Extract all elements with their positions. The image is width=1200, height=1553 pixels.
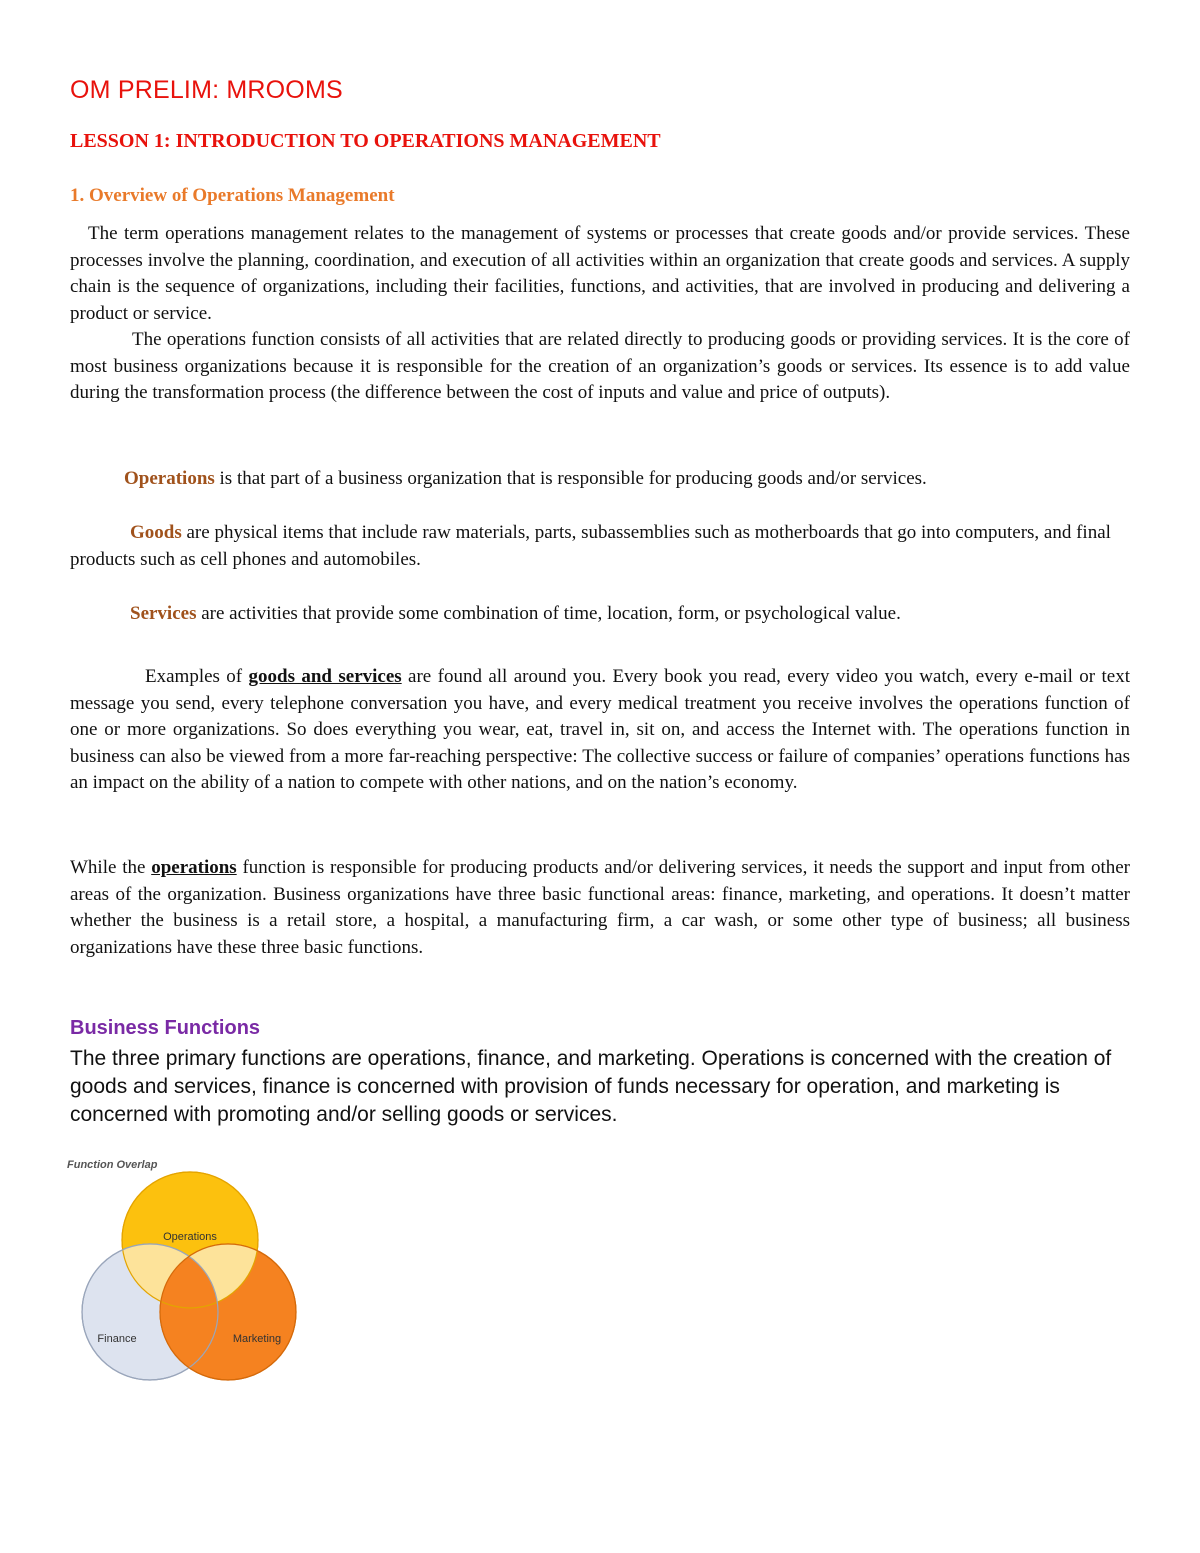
definition-goods [70, 520, 1130, 573]
support-paragraph [70, 855, 1130, 961]
business-functions-text: The three primary functions are operations, finance, and marketing. Operations is concerned with the creation of goods and services, finance is concerned with provision of funds necessary for operation, and marketing is concerned with promoting and/or selling goods or services. [70, 1047, 1112, 1126]
examples-rest: are found all around you. Every book you read, every video you watch, every e-mail or text message you send, every telephone conversation you have, and every medical treatment you receive involves the operations function of one or more organizations. So does everything you wear, eat, travel in, sit on, and access the Internet with. The operations function in business can also be viewed from a more far-reaching perspective: The collective success or failure of companies’ operations functions has an impact on the ability of a nation to compete with other nations, and on the nation’s economy. [70, 666, 1130, 793]
venn-label-marketing: Marketing [232, 1333, 282, 1345]
examples-highlight: goods and services [248, 666, 402, 687]
term-operations: Operations [124, 468, 215, 489]
lesson-heading: LESSON 1: INTRODUCTION TO OPERATIONS MANAGEMENT [70, 130, 661, 152]
overview-paragraph-1: The term operations management relates to the management of systems or processes that create goods and/or provide services. These processes involve the planning, coordination, and execution of all activities within an organization that create goods and services. A supply chain is the sequence of organizations, including their facilities, functions, and activities, that are involved in producing and delivering a product or service. [70, 223, 1130, 324]
section-heading: 1. Overview of Operations Management [70, 185, 395, 206]
venn-label-finance: Finance [97, 1333, 137, 1345]
venn-diagram [60, 1150, 320, 1420]
business-functions-heading: Business Functions [70, 1017, 261, 1039]
definition-goods-text: are physical items that include raw materials, parts, subassemblies such as motherboards that go into computers, and final products such as cell phones and automobiles. [70, 522, 1111, 570]
examples-lead: Examples of [145, 666, 249, 687]
definition-operations [70, 466, 1130, 493]
diagram-title: Function Overlap [67, 1159, 158, 1171]
definition-services-text: are activities that provide some combination of time, location, form, or psychological value. [196, 603, 901, 624]
support-lead: While the [70, 857, 152, 878]
definition-services [70, 601, 1130, 628]
examples-paragraph [70, 664, 1130, 797]
definition-operations-text: is that part of a business organization that is responsible for producing goods and/or services. [214, 468, 927, 489]
function-overlap-diagram [60, 1150, 320, 1420]
overview-paragraph-2: The operations function consists of all activities that are related directly to producing goods or providing services. It is the core of most business organizations because it is responsible for the creation of an organization’s goods or services. Its essence is to add value during the transformation process (the difference between the cost of inputs and value and price of outputs). [70, 329, 1130, 403]
term-services: Services [130, 603, 197, 624]
document-title: OM PRELIM: MROOMS [70, 76, 343, 104]
term-goods: Goods [130, 522, 182, 543]
support-rest: function is responsible for producing products and/or delivering services, it needs the support and input from other areas of the organization. Business organizations have three basic functional areas: finance, marketing, and operations. It doesn’t matter whether the business is a retail store, a hospital, a manufacturing firm, a car wash, or some other type of business; all business organizations have these three basic functions. [70, 857, 1130, 958]
venn-label-operations: Operations [163, 1231, 217, 1243]
support-highlight: operations [151, 857, 237, 878]
